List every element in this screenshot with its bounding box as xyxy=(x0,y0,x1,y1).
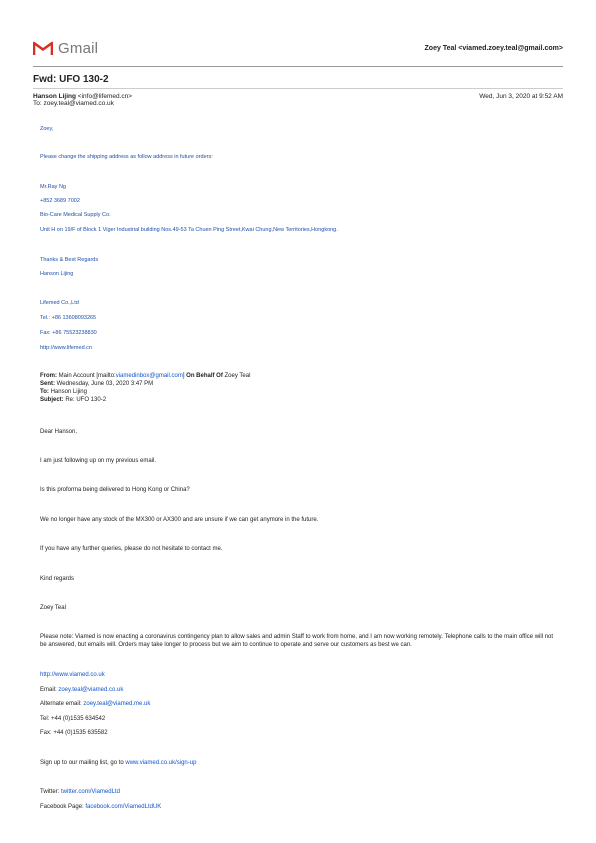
twitter-link[interactable]: twitter.com/ViamedLtd xyxy=(61,789,120,795)
body-paragraph-2: Is this proforma being delivered to Hong Kong or China? xyxy=(40,487,190,493)
quoted-fax: Fax: +86 75523238830 xyxy=(40,330,97,336)
quoted-signer-company: Lifemed Co.,Ltd xyxy=(40,300,79,306)
forward-to xyxy=(40,389,87,395)
twitter-line xyxy=(40,789,120,795)
forward-subject xyxy=(40,397,106,403)
sender-name: Hanson Lijing xyxy=(33,93,76,100)
body-name: Zoey Teal xyxy=(40,605,66,611)
quoted-address: Unit H on 19/F of Block 1 Viger Industrial building Nos.49-53 Ta Chuen Ping Street,Kwai Chung,New Territories,Hongkong. xyxy=(40,227,338,233)
forward-to-label: To: xyxy=(40,389,49,395)
quoted-contact-name: Mr.Ray Ng xyxy=(40,184,66,190)
quoted-tel: Tel.: +86 13608093265 xyxy=(40,315,97,321)
mailing-list xyxy=(40,760,196,766)
facebook-label: Facebook Page: xyxy=(40,804,84,810)
quoted-regards: Thanks & Best Regards xyxy=(40,257,99,263)
quoted-signer: Hanson Lijing xyxy=(40,271,74,277)
recipient-line: To: zoey.teal@viamed.co.uk xyxy=(33,100,114,107)
quoted-website-link[interactable]: http://www.lifemed.cn xyxy=(40,345,92,351)
gmail-m-icon xyxy=(33,41,53,56)
body-closing: Kind regards xyxy=(40,576,75,582)
signature-alt-email xyxy=(40,701,150,707)
account-label: Zoey Teal <viamed.zoey.teal@gmail.com> xyxy=(424,45,563,52)
subject-divider xyxy=(33,88,563,89)
coronavirus-note: Please note: Viamed is now enacting a coronavirus contingency plan to allow sales and admin Staff to work from home, and I am now working remotely. Telephone calls to the main office will not be answered, but emails will. Orders may take longer to process but we aim to continue to operate and serve our customers as best we can. xyxy=(40,634,554,648)
facebook-link[interactable]: facebook.com/ViamedLtdUK xyxy=(85,804,162,810)
signature-fax: Fax: +44 (0)1535 635582 xyxy=(40,730,108,736)
forward-sent xyxy=(40,381,153,387)
quoted-instruction: Please change the shipping address as follow address in future orders: xyxy=(40,154,213,160)
quoted-company: Bio-Care Medical Supply Co. xyxy=(40,212,111,218)
quoted-contact-phone: +852 3689 7002 xyxy=(40,198,80,204)
signature-alt-email-label: Alternate email: xyxy=(40,701,82,707)
email-subject: Fwd: UFO 130-2 xyxy=(33,74,109,85)
signature-tel: Tel: +44 (0)1535 634542 xyxy=(40,716,106,722)
mailing-list-text: Sign up to our mailing list, go to xyxy=(40,760,124,766)
forward-from-bracket: ] xyxy=(182,373,185,379)
signature-email-link[interactable]: zoey.teal@viamed.co.uk xyxy=(58,687,124,693)
facebook-line xyxy=(40,804,161,810)
body-paragraph-3: We no longer have any stock of the MX300 or AX300 and are unsure if we can get anymore in the future. xyxy=(40,517,319,523)
forward-sent-label: Sent: xyxy=(40,381,55,387)
gmail-logo-text: Gmail xyxy=(58,40,99,57)
signature-email xyxy=(40,687,123,693)
sender-address: <info@lifemed.cn> xyxy=(77,93,133,100)
body-paragraph-4: If you have any further queries, please do not hesitate to contact me. xyxy=(40,546,223,552)
body-paragraph-1: I am just following up on my previous email. xyxy=(40,458,157,464)
signature-email-label: Email: xyxy=(40,687,57,693)
mailing-list-link[interactable]: www.viamed.co.uk/sign-up xyxy=(125,760,197,766)
email-date: Wed, Jun 3, 2020 at 9:52 AM xyxy=(479,93,563,100)
forward-from-email-link[interactable]: viamedinbox@gmail.com xyxy=(115,373,183,379)
forward-from xyxy=(40,373,250,379)
quoted-greeting: Zoey, xyxy=(40,126,54,132)
body-greeting: Dear Hanson, xyxy=(40,429,78,435)
behalf-label: On Behalf Of xyxy=(186,373,223,379)
forward-subject-value: Re: UFO 130-2 xyxy=(65,397,107,403)
twitter-label: Twitter: xyxy=(40,789,60,795)
forward-to-value: Hanson Lijing xyxy=(50,389,87,395)
gmail-logo[interactable] xyxy=(33,40,98,57)
forward-sent-value: Wednesday, June 03, 2020 3:47 PM xyxy=(56,381,154,387)
forward-from-label: From: xyxy=(40,373,57,379)
signature-alt-email-link[interactable]: zoey.teal@viamed.me.uk xyxy=(83,701,151,707)
forward-subject-label: Subject: xyxy=(40,397,64,403)
sender xyxy=(33,93,132,100)
behalf-value: Zoey Teal xyxy=(224,373,251,379)
forward-from-value: Main Account [mailto: xyxy=(58,373,116,379)
header-divider xyxy=(33,66,563,67)
signature-website-link[interactable]: http://www.viamed.co.uk xyxy=(40,672,105,678)
